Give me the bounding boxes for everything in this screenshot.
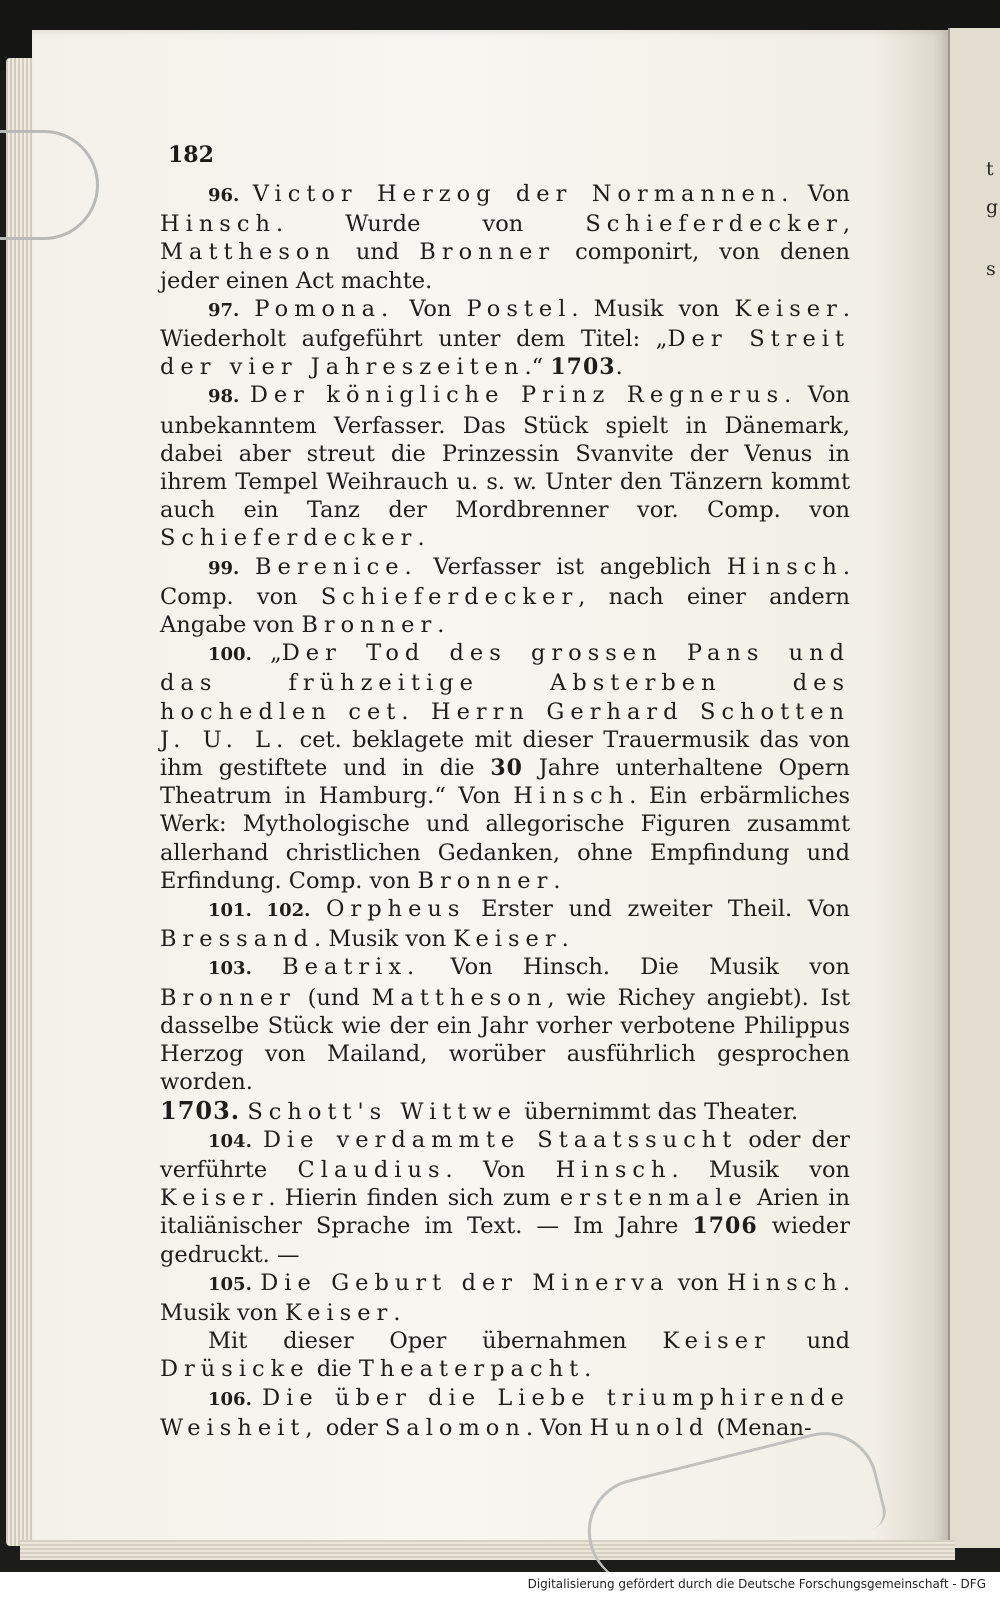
entry-98: 98. Der königliche Prinz Regnerus. Von unbekanntem Verfasser. Das Stück spielt in Dänemark, dabei aber streut die Prinzessin Svanvite der Venus in ihrem Tempel Weihrauch u. s. w. Unter den Tänzern kommt auch ein Tanz der Mordbrenner vor. Comp. von Schieferdecker. bbox=[160, 382, 851, 552]
facing-page-edge bbox=[948, 28, 1000, 1548]
entry-101-102: 101. 102. Orpheus Erster und zweiter Theil. Von Bressand. Musik von Keiser. bbox=[160, 896, 851, 953]
entry-103: 103. Beatrix. Von Hinsch. Die Musik von Bronner (und Mattheson, wie Richey angiebt). Ist dasselbe Stück wie der ein Jahr vorher verbotene Philippus Herzog von Mailand, worüber ausführlich gesprochen worden. bbox=[160, 954, 850, 1096]
facing-fragment: t bbox=[986, 158, 994, 180]
entry-97: 97. Pomona. Von Postel. Musik von Keiser. Wiederholt aufgeführt unter dem Titel: „Der Streit der vier Jahreszeiten.“ 1703. bbox=[160, 295, 850, 381]
page-text bbox=[160, 180, 850, 1442]
year-heading-1703: 1703. Schott's Wittwe übernimmt das Theater. bbox=[160, 1095, 799, 1125]
entry-title: Der königliche Prinz Regnerus. bbox=[249, 382, 798, 409]
footer-bar bbox=[0, 1572, 1000, 1600]
theater-lease-note: Mit dieser Oper übernahmen Keiser und Drüsicke die Theaterpacht. bbox=[160, 1328, 850, 1383]
entry-title: Pomona. bbox=[254, 295, 395, 322]
entry-title: Die verdammte Staatssucht bbox=[262, 1126, 738, 1153]
entry-title: Der Tod des grossen Pans und das frühzeitige Absterben des hochedlen cet. Herrn Gerhard Schotten J. U. L. bbox=[160, 640, 851, 753]
entry-title: Berenice. bbox=[255, 553, 418, 580]
entry-title: Orpheus bbox=[326, 896, 466, 923]
entry-105: 105. Die Geburt der Minerva von Hinsch. Musik von Keiser. bbox=[160, 1269, 851, 1326]
page-number: 182 bbox=[168, 142, 214, 168]
entry-106: 106. Die über die Liebe triumphirende Weisheit, oder Salomon. Von Hunold (Menan- bbox=[160, 1384, 851, 1441]
page-stack-edge bbox=[6, 58, 34, 1546]
entry-title: Die Geburt der Minerva bbox=[260, 1269, 670, 1296]
facing-fragment: g bbox=[986, 196, 999, 218]
entry-96: 96. Victor Herzog der Normannen. Von Hinsch. Wurde von Schieferdecker, Mattheson und Bronner componirt, von denen jeder einen Act machte. bbox=[160, 181, 851, 294]
entry-title: Beatrix. bbox=[282, 954, 421, 981]
entry-100: 100. „Der Tod des grossen Pans und das frühzeitige Absterben des hochedlen cet. Herrn Gerhard Schotten J. U. L. cet. beklagete mit dieser Trauermusik das von ihm gestiftete und in die 30 Jahre unterhaltene Opern Theatrum in Hamburg.“ Von Hinsch. Ein erbärmliches Werk: Mythologische und allegorische Figuren zusammt allerhand christlichen Gedanken, ohne Empfindung und Erfindung. Comp. von Bronner. bbox=[160, 640, 851, 894]
funding-credit: Digitalisierung gefördert durch die Deutsche Forschungsgemeinschaft - DFG bbox=[527, 1577, 986, 1591]
entry-99: 99. Berenice. Verfasser ist angeblich Hinsch. Comp. von Schieferdecker, nach einer andern Angabe von Bronner. bbox=[160, 553, 850, 639]
facing-fragment: s bbox=[986, 258, 996, 280]
entry-104: 104. Die verdammte Staatssucht oder der verführte Claudius. Von Hinsch. Musik von Keiser. Hierin finden sich zum erstenmale Arien in italiänischer Sprache im Text. — Im Jahre 1706 wieder gedruckt. — bbox=[160, 1126, 850, 1268]
entry-title: Victor Herzog der Normannen. bbox=[252, 181, 795, 207]
entry-title: Die über die Liebe triumphirende Weisheit, bbox=[160, 1384, 851, 1441]
